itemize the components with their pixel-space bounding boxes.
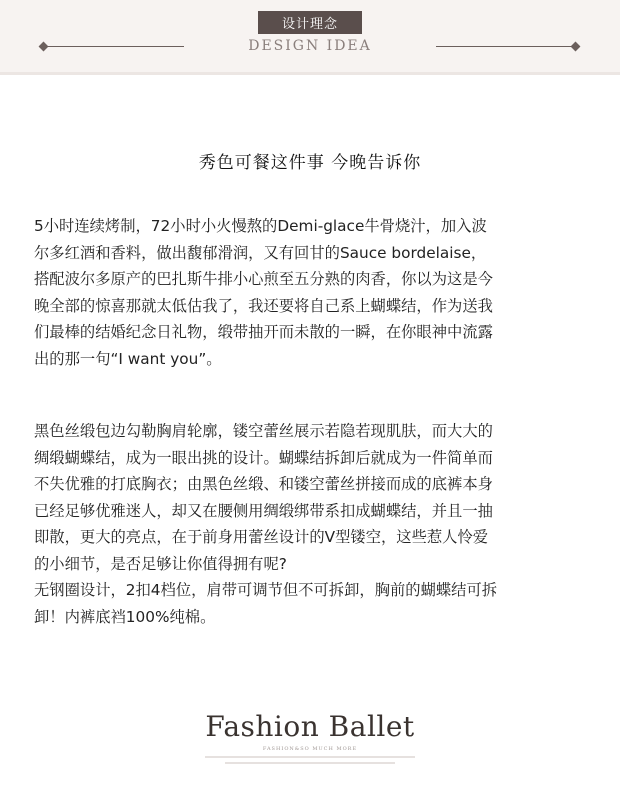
- text-line: 不失优雅的打底胸衣；由黑色丝缎、和镂空蕾丝拼接而成的底裤本身: [34, 475, 493, 493]
- text-line: 卸！内裤底裆100%纯棉。: [34, 607, 216, 626]
- text-line: 们最棒的结婚纪念日礼物，缎带抽开而未散的一瞬，在你眼神中流露: [34, 323, 493, 341]
- text-line: 绸缎蝴蝶结，成为一眼出挑的设计。蝴蝶结拆卸后就成为一件简单而: [34, 448, 493, 467]
- logo-fine-print: [205, 756, 415, 758]
- brand-logo: Fashion Ballet: [205, 710, 415, 743]
- text-line: 已经足够优雅迷人，却又在腰侧用绸缎绑带系扣成蝴蝶结，并且一抽: [34, 501, 493, 520]
- text-line: 无钢圈设计，2扣4档位，肩带可调节但不可拆卸，胸前的蝴蝶结可拆: [34, 581, 498, 599]
- text-line: 尔多红酒和香料，做出馥郁滑润，又有回甘的Sauce bordelaise，: [34, 243, 487, 262]
- headline: 秀色可餐这件事 今晚告诉你: [198, 153, 422, 173]
- section-title-tab: 设计理念: [258, 11, 362, 34]
- text-line: 即散，更大的亮点，在于前身用蕾丝设计的V型镂空，这些惹人怜爱: [34, 528, 489, 546]
- brand-tagline: FASHION&SO MUCH MORE: [262, 746, 358, 752]
- text-line: 黑色丝缎包边勾勒胸肩轮廓，镂空蕾丝展示若隐若现肌肤，而大大的: [34, 422, 493, 440]
- text-line: 晚全部的惊喜那就太低估我了，我还要将自己系上蝴蝶结，作为送我: [34, 296, 493, 315]
- text-line: 搭配波尔多原产的巴扎斯牛排小心煎至五分熟的肉香，你以为这是今: [34, 270, 493, 288]
- text-line: 出的那一句“I want you”。: [34, 349, 222, 368]
- text-line: 5小时连续烤制，72小时小火慢熬的Demi-glace牛骨烧汁，加入波: [34, 217, 487, 235]
- header-divider: [0, 72, 620, 75]
- text-line: 的小细节，是否足够让你值得拥有呢?: [34, 554, 287, 573]
- logo-fine-print: [225, 762, 395, 764]
- section-subtitle: DESIGN IDEA: [248, 38, 372, 54]
- paragraph-story: [34, 213, 592, 372]
- paragraph-details: [34, 418, 592, 630]
